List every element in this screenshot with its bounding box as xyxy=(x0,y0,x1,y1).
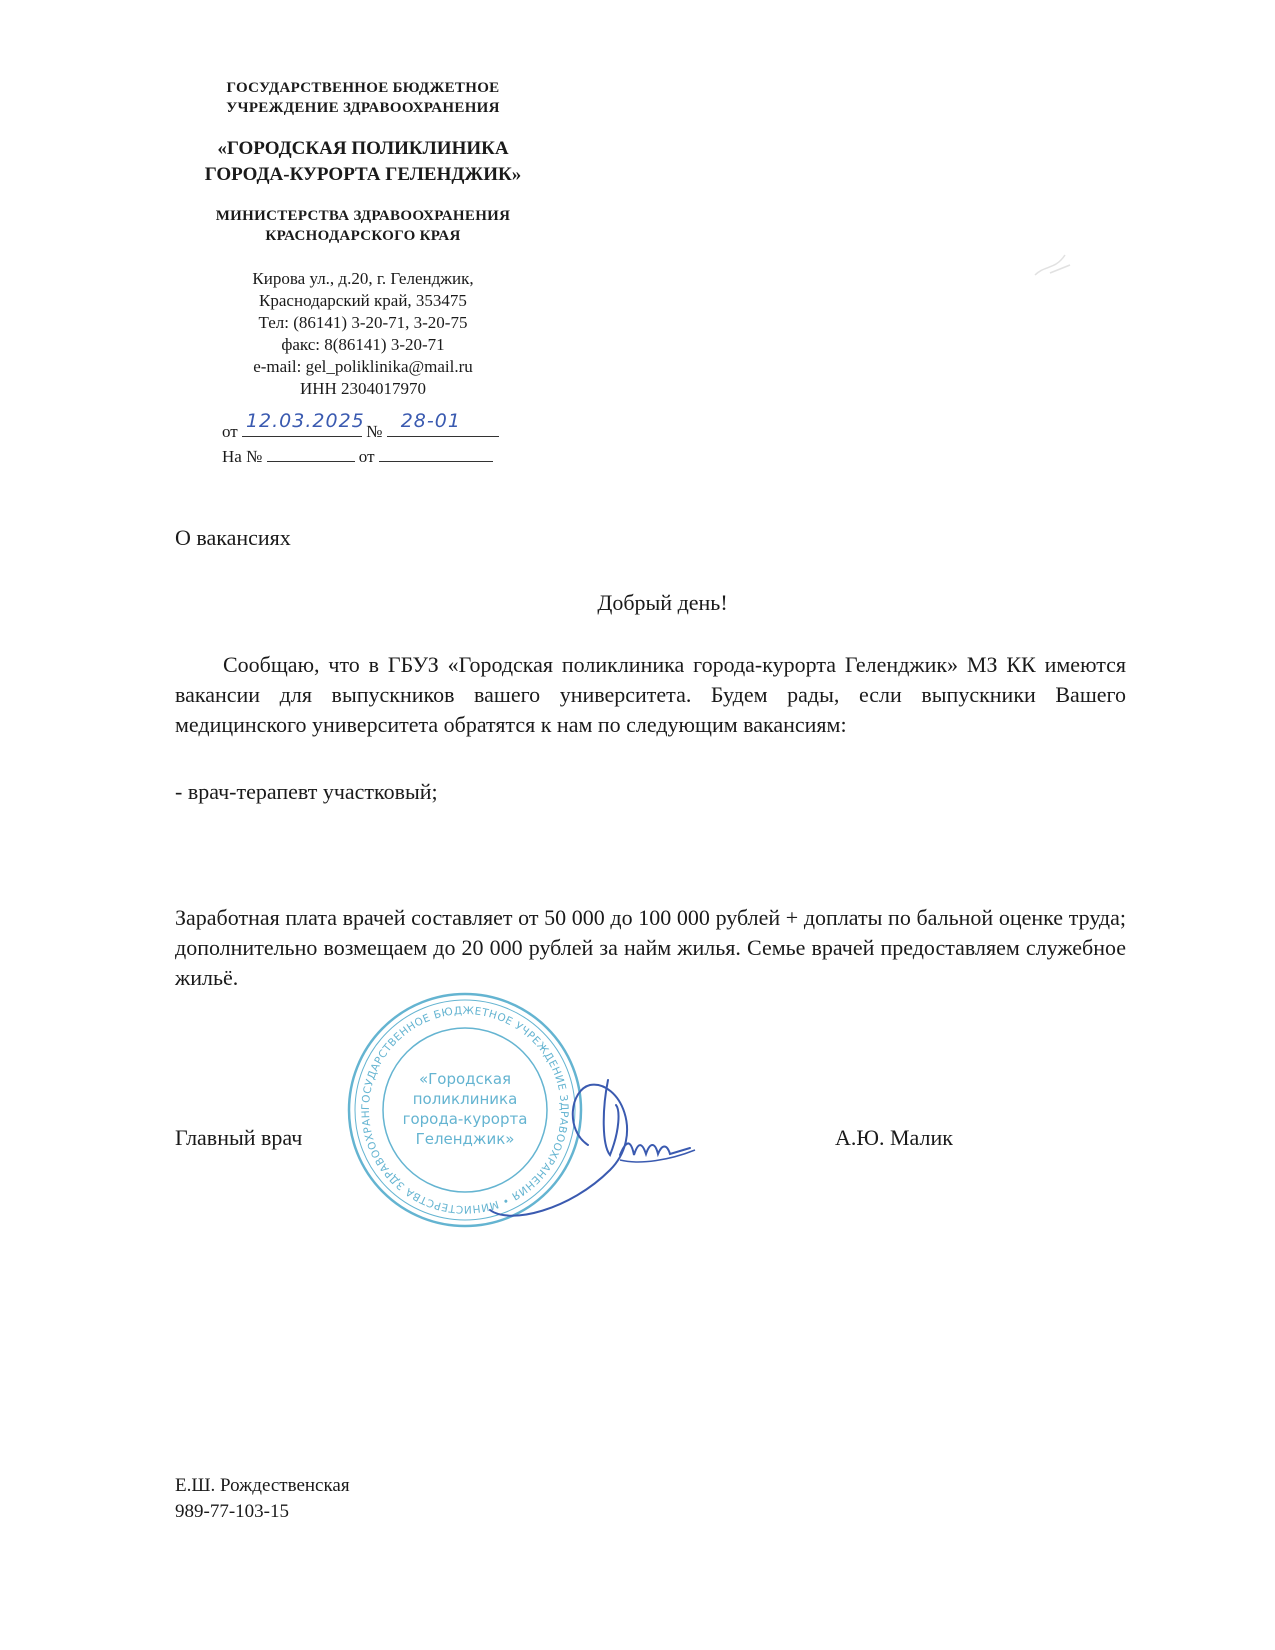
reply-number-label: На № xyxy=(222,447,263,466)
stamp-center-line: поликлиника xyxy=(412,1090,518,1108)
address-line: Кирова ул., д.20, г. Геленджик, xyxy=(252,269,474,288)
address-line: Краснодарский край, 353475 xyxy=(259,291,467,310)
date-field xyxy=(242,410,365,437)
reply-date-field xyxy=(379,445,493,462)
phone-line: Тел: (86141) 3-20-71, 3-20-75 xyxy=(258,313,468,332)
fax-line: факс: 8(86141) 3-20-71 xyxy=(281,335,445,354)
executor-phone: 989-77-103-15 xyxy=(175,1501,289,1522)
scan-artifact xyxy=(1030,245,1080,285)
ministry-name xyxy=(168,206,558,246)
org-type xyxy=(168,78,558,118)
org-name-line: ГОРОДА-КУРОРТА ГЕЛЕНДЖИК» xyxy=(204,164,522,185)
greeting: Добрый день! xyxy=(597,590,728,615)
handwritten-date: 12.03.2025 xyxy=(245,410,365,432)
org-name xyxy=(168,136,558,188)
reply-from-label: от xyxy=(358,447,375,466)
letterhead xyxy=(168,78,558,400)
org-type-line: ГОСУДАРСТВЕННОЕ БЮДЖЕТНОЕ xyxy=(226,80,500,96)
number-field xyxy=(387,410,499,437)
reply-number-field xyxy=(267,445,355,462)
incoming-reference xyxy=(222,445,493,468)
body-paragraph: Заработная плата врачей составляет от 50 000 до 100 000 рублей + доплаты по бальной оценке труда; дополнительно возмещаем до 20 000 рублей за найм жилья. Семье врачей предоставляем служебное жильё. xyxy=(175,905,1126,990)
org-type-line: УЧРЕЖДЕНИЕ ЗДРАВООХРАНЕНИЯ xyxy=(226,100,500,116)
signatory-name: А.Ю. Малик xyxy=(835,1125,953,1150)
contact-block xyxy=(168,268,558,400)
handwritten-number: 28-01 xyxy=(400,410,461,432)
from-label: от xyxy=(222,422,238,441)
inn-line: ИНН 2304017970 xyxy=(299,379,427,398)
number-label: № xyxy=(366,422,383,441)
vacancy-item: - врач-терапевт участковый; xyxy=(175,779,438,804)
ministry-line: МИНИСТЕРСТВА ЗДРАВООХРАНЕНИЯ xyxy=(215,208,511,224)
stamp-center-line: города-курорта xyxy=(402,1110,528,1128)
stamp-ring-text: ГОСУДАРСТВЕННОЕ БЮДЖЕТНОЕ УЧРЕЖДЕНИЕ ЗДРАВООХРАНЕНИЯ • МИНИСТЕРСТВА ЗДРАВООХРАНЕНИЯ КРАСНОДАРСКОГО КРАЯ • xyxy=(340,981,571,1216)
body-paragraph: Сообщаю, что в ГБУЗ «Городская поликлиника города-курорта Геленджик» МЗ КК имеются вакансии для выпускников вашего университета. Будем рады, если выпускники Вашего медицинского университета обратятся к нам по следующим вакансиям: xyxy=(175,652,1126,737)
stamp-center-line: Геленджик» xyxy=(415,1130,515,1148)
outgoing-registration xyxy=(222,410,499,443)
signatory-title: Главный врач xyxy=(175,1125,303,1150)
stamp-center-line: «Городская xyxy=(418,1070,512,1088)
letter-subject: О вакансиях xyxy=(175,525,291,550)
handwritten-signature xyxy=(470,1050,710,1220)
executor-block xyxy=(175,1473,350,1525)
executor-name: Е.Ш. Рождественская xyxy=(175,1475,350,1496)
email-line: e-mail: gel_poliklinika@mail.ru xyxy=(253,357,473,376)
ministry-line: КРАСНОДАРСКОГО КРАЯ xyxy=(265,228,461,244)
org-name-line: «ГОРОДСКАЯ ПОЛИКЛИНИКА xyxy=(217,138,509,159)
